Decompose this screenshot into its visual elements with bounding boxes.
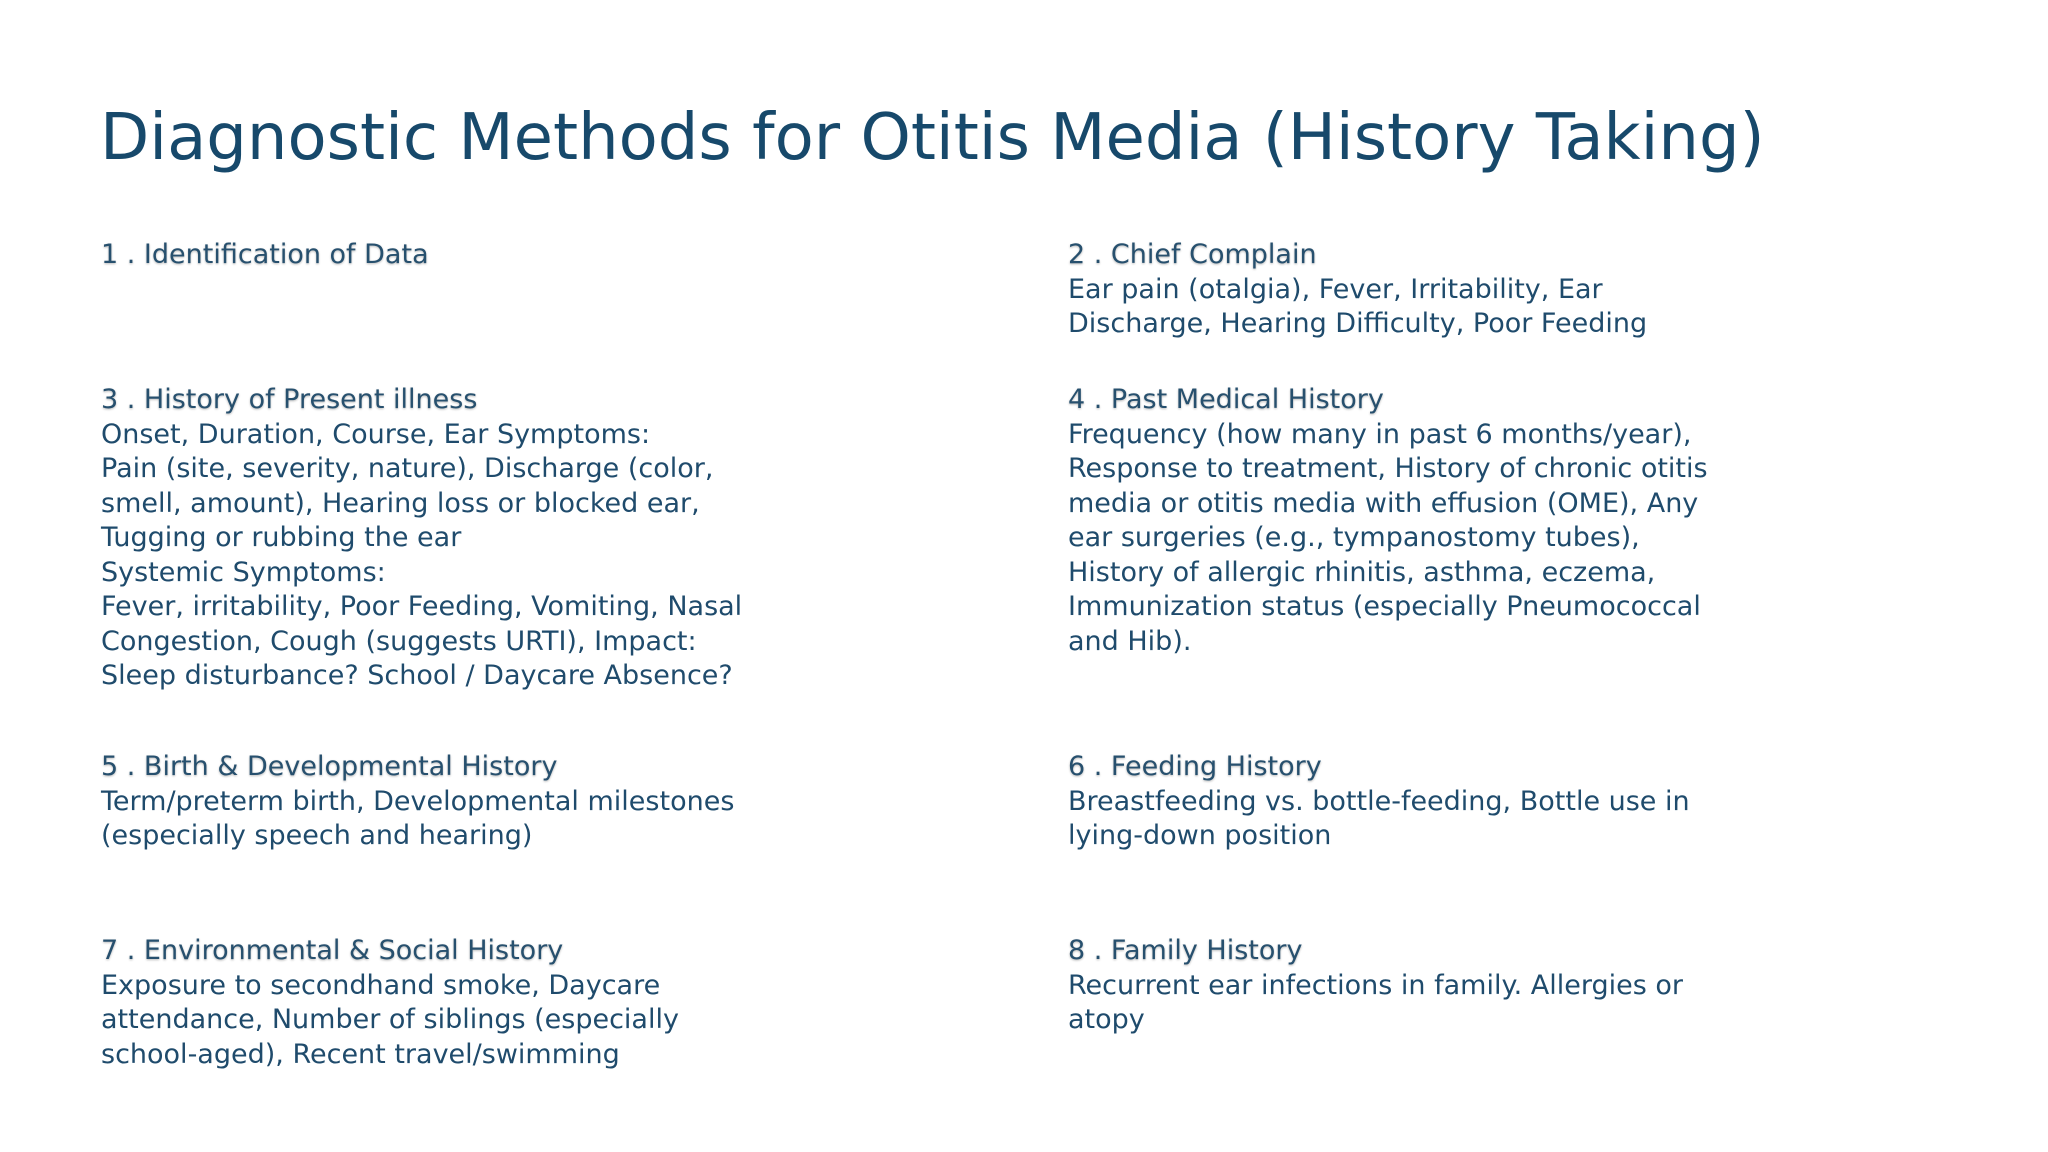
section-text-line: media or otitis media with effusion (OME), Any — [1068, 487, 1699, 519]
section-heading: 6 . Feeding History — [1068, 751, 1322, 782]
section-text-line: smell, amount), Hearing loss or blocked ear, — [101, 487, 700, 519]
section-text-line: Immunization status (especially Pneumococcal — [1068, 591, 1701, 622]
section-past-medical-history — [1068, 383, 1828, 659]
section-text-line: Systemic Symptoms: — [101, 556, 386, 588]
section-text-line: Pain (site, severity, nature), Discharge (color, — [101, 453, 714, 484]
section-text-line: Discharge, Hearing Difficulty, Poor Feeding — [1068, 308, 1648, 339]
section-heading: 2 . Chief Complain — [1068, 239, 1317, 270]
section-heading: 8 . Family History — [1068, 935, 1303, 966]
section-text-line: History of allergic rhinitis, asthma, eczema, — [1068, 556, 1656, 588]
section-text-line: atopy — [1068, 1004, 1145, 1035]
section-text-line: ear surgeries (e.g., tympanostomy tubes), — [1068, 522, 1640, 553]
slide-title: Diagnostic Methods for Otitis Media (History Taking) — [100, 101, 1765, 175]
section-text-line: Fever, irritability, Poor Feeding, Vomiting, Nasal — [101, 591, 743, 622]
section-text-line: Ear pain (otalgia), Fever, Irritability, Ear — [1068, 273, 1603, 305]
section-text-line: school-aged), Recent travel/swimming — [101, 1038, 620, 1070]
section-feeding-history — [1068, 750, 1828, 854]
section-text-line: Onset, Duration, Course, Ear Symptoms: — [101, 418, 651, 450]
section-text-line: Tugging or rubbing the ear — [101, 522, 462, 553]
section-text-line: Recurrent ear infections in family. Allergies or — [1068, 969, 1684, 1001]
section-heading: 5 . Birth & Developmental History — [101, 751, 558, 782]
section-text-line: Term/preterm birth, Developmental milestones — [101, 785, 735, 817]
section-text-line: attendance, Number of siblings (especially — [101, 1004, 679, 1035]
section-heading: 1 . Identification of Data — [101, 239, 429, 270]
section-text-line: and Hib). — [1068, 625, 1192, 657]
section-birth-developmental-history — [101, 750, 861, 854]
section-text-line: (especially speech and hearing) — [101, 820, 533, 851]
section-text-line: Exposure to secondhand smoke, Daycare — [101, 969, 661, 1001]
section-text-line: Frequency (how many in past 6 months/year), — [1068, 418, 1692, 450]
section-heading: 4 . Past Medical History — [1068, 384, 1384, 415]
section-text-line: Congestion, Cough (suggests URTI), Impact: — [101, 625, 697, 657]
section-text-line: Sleep disturbance? School / Daycare Absence? — [101, 660, 733, 691]
section-text-line: Breastfeeding vs. bottle-feeding, Bottle use in — [1068, 785, 1690, 817]
section-text-line: Response to treatment, History of chronic otitis — [1068, 453, 1708, 484]
section-history-of-present-illness — [101, 383, 861, 694]
section-heading: 3 . History of Present illness — [101, 384, 478, 415]
section-identification-of-data — [101, 238, 861, 273]
section-family-history — [1068, 934, 1828, 1038]
section-heading: 7 . Environmental & Social History — [101, 935, 564, 966]
section-chief-complain — [1068, 238, 1828, 342]
section-environmental-social-history — [101, 934, 861, 1072]
section-text-line: lying-down position — [1068, 820, 1332, 851]
